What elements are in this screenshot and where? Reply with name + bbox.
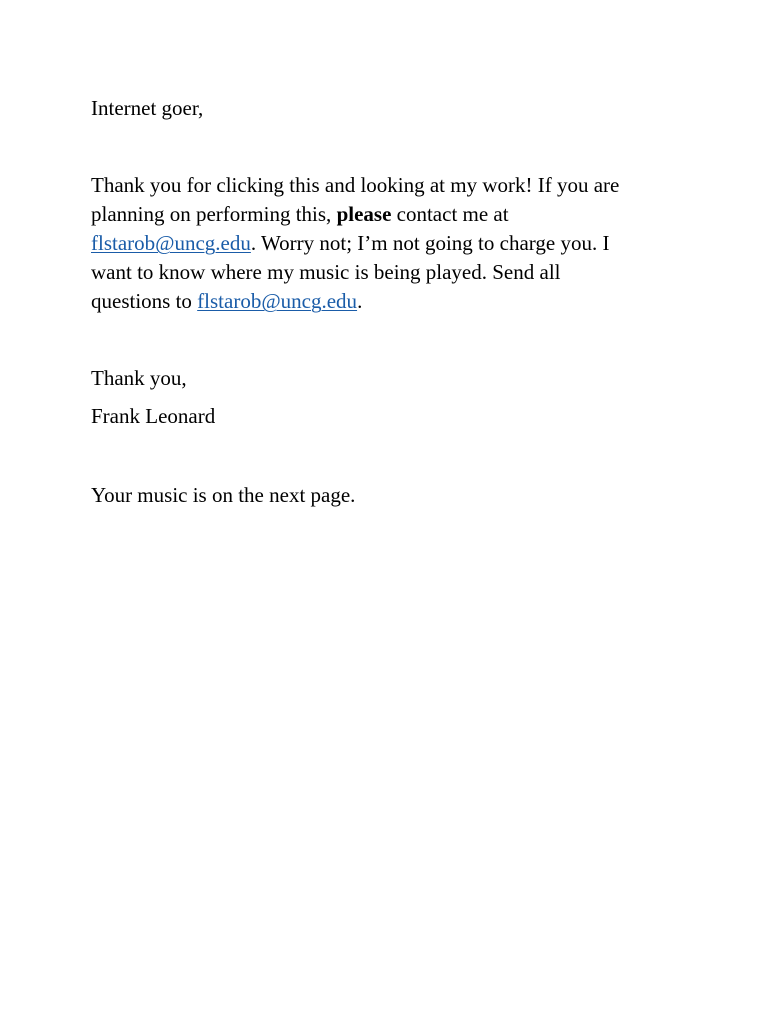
body-line-1: Thank you for clicking this and looking at my work! If you are [91, 173, 620, 197]
emphasis-please: please [336, 202, 392, 226]
body-line-2-end: contact me at [391, 202, 509, 226]
signature: Frank Leonard [91, 404, 216, 428]
email-link-primary[interactable]: flstarob@uncg.edu [91, 231, 251, 255]
body-line-2-start: planning on performing this, [91, 202, 337, 226]
body-line-2 [91, 200, 619, 229]
body-line-5 [91, 287, 619, 316]
body-line-5-start: questions to [91, 289, 198, 313]
closing: Thank you, [91, 366, 187, 390]
greeting: Internet goer, [91, 96, 204, 120]
body-line-3-end: . Worry not; I’m not going to charge you. I [250, 231, 610, 255]
body-line-4: want to know where my music is being played. Send all [91, 260, 561, 284]
body-line-5-end: . [357, 289, 363, 313]
body-line-3 [91, 229, 619, 258]
next-page-note: Your music is on the next page. [91, 483, 356, 507]
body-paragraph [91, 171, 619, 316]
email-link-secondary[interactable]: flstarob@uncg.edu [197, 289, 358, 313]
